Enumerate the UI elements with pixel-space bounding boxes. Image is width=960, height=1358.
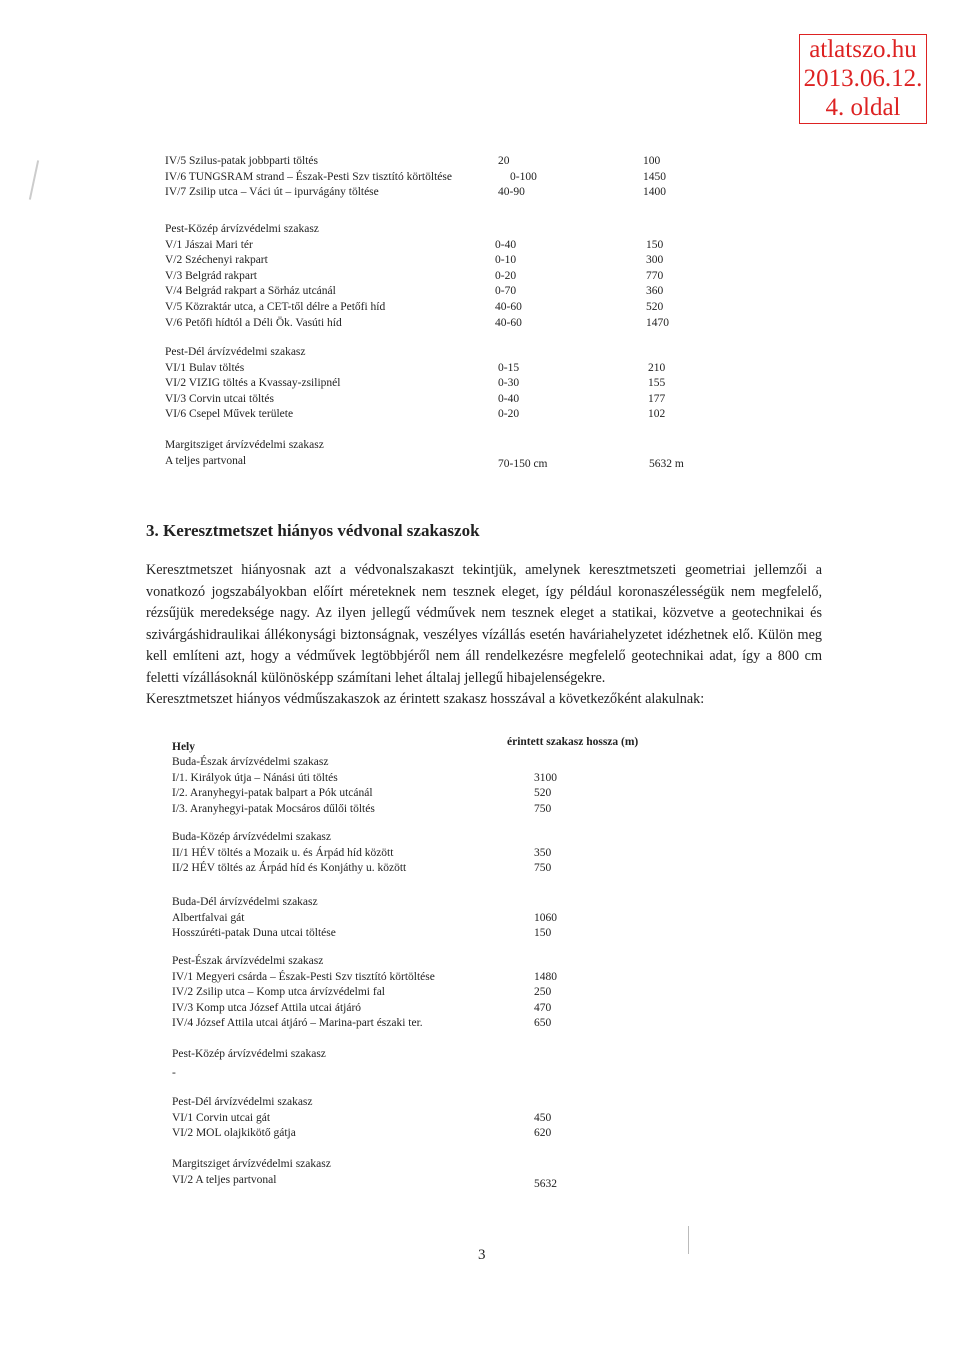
table-row (165, 170, 725, 186)
row-length: 470 (534, 1001, 552, 1014)
row-length: 250 (534, 986, 552, 999)
row-range: 0-20 (498, 408, 520, 421)
table-row (172, 985, 732, 1001)
row-length: 150 (646, 238, 664, 251)
row-length: 650 (534, 1017, 552, 1030)
table-row (165, 300, 725, 316)
table-row (172, 771, 732, 787)
row-range: 40-60 (495, 316, 522, 329)
intro-line: Keresztmetszet hiányos védműszakaszok az érintett szakasz hosszával a következőként alakulnak: (146, 691, 705, 707)
row-range: 0-100 (510, 170, 537, 183)
row-name: VI/2 VIZIG töltés a Kvassay-zsilipnél (165, 377, 341, 390)
table-row (172, 846, 732, 862)
row-name: II/1 HÉV töltés a Mozaik u. és Árpád híd között (172, 846, 394, 859)
row-name: A teljes partvonal (165, 454, 247, 467)
table-row (172, 970, 732, 986)
row-range: 0-40 (495, 238, 517, 251)
row-length: 155 (648, 377, 666, 390)
row-length: 1480 (534, 970, 557, 983)
row-length: 5632 m (649, 457, 684, 470)
table-row (165, 361, 725, 377)
table-row (165, 154, 725, 170)
row-name: II/2 HÉV töltés az Árpád híd és Konjáthy u. között (172, 862, 407, 875)
stamp-page: 4. oldal (825, 94, 901, 121)
row-length: 177 (648, 392, 666, 405)
row-name: Hosszúréti-patak Duna utcai töltése (172, 927, 336, 940)
row-name: VI/1 Bulav töltés (165, 361, 245, 374)
section-heading: Pest-Közép árvízvédelmi szakasz (165, 223, 319, 235)
row-name: IV/7 Zsilip utca – Váci út – ipurvágány töltése (165, 186, 379, 199)
row-length: 300 (646, 254, 664, 267)
row-length: 450 (534, 1111, 552, 1124)
row-name: IV/4 József Attila utcai átjáró – Marina-part északi ter. (172, 1017, 423, 1030)
group-heading: Buda-Dél árvízvédelmi szakasz (172, 896, 318, 908)
row-name: I/1. Királyok útja – Nánási úti töltés (172, 771, 338, 784)
table-row (172, 1001, 732, 1017)
table-row (165, 253, 725, 269)
row-name: VI/2 A teljes partvonal (172, 1173, 277, 1186)
section-heading: Margitsziget árvízvédelmi szakasz (165, 439, 324, 451)
source-stamp (799, 34, 927, 124)
row-range: 0-70 (495, 285, 517, 298)
group-heading: Pest-Közép árvízvédelmi szakasz (172, 1048, 326, 1060)
row-length: 350 (534, 846, 552, 859)
margitsziget-section (165, 438, 725, 469)
section-heading: Pest-Dél árvízvédelmi szakasz (165, 346, 306, 358)
section-title: 3. Keresztmetszet hiányos védvonal szakaszok (146, 521, 480, 540)
row-name: VI/1 Corvin utcai gát (172, 1111, 271, 1124)
column-header-location: Hely (172, 741, 195, 753)
row-range: 40-90 (498, 186, 525, 199)
table-row (165, 454, 725, 470)
row-name: VI/2 MOL olajkikötő gátja (172, 1127, 296, 1140)
row-range: 0-10 (495, 254, 517, 267)
table-row (172, 1111, 732, 1127)
table-row (165, 316, 725, 332)
row-length: 1470 (646, 316, 669, 329)
table-row (172, 1016, 732, 1032)
row-length: 102 (648, 408, 666, 421)
row-length: 150 (534, 927, 552, 940)
row-range: 20 (498, 155, 510, 167)
group-buda-kozep (172, 830, 732, 877)
table-row (172, 802, 732, 818)
row-name: V/3 Belgrád rakpart (165, 269, 257, 282)
page-number: 3 (478, 1247, 486, 1263)
row-name: V/4 Belgrád rakpart a Sörház utcánál (165, 285, 336, 298)
row-range: 40-60 (495, 300, 522, 313)
group-buda-del (172, 895, 732, 942)
table-row (165, 284, 725, 300)
pest-del-section (165, 345, 725, 423)
group-pest-kozep (172, 1047, 732, 1081)
group-pest-del (172, 1095, 732, 1142)
paragraph: Keresztmetszet hiányosnak azt a védvonalszakaszt tekintjük, amelynek keresztmetszeti geometriai jellemzői a vonatkozó jogszabályokban előírt méreteknek nem tesznek eleget, így például koronaszélességük nem megfelelő, rézsűjük meredeksége nagy. Az ilyen jellegű védművek nem tesznek eleget a statikai, közvetve a geotechnikai és szivárgáshidraulikai állékonysági biztonságnak, veszélyes vízállás esetén haváriahelyzetet idézhetnek elő. Külön meg kell említeni azt, hogy a védművek legtöbbjéről nem áll rendelkezésre megfelelő geotechnikai adat, így a 800 cm feletti vízállásoknál különösképp számítani lehet általaj jellegű hibajelenségekre. (146, 562, 822, 686)
row-name: IV/2 Zsilip utca – Komp utca árvízvédelmi fal (172, 986, 386, 999)
row-length: 3100 (534, 771, 557, 784)
row-name: IV/1 Megyeri csárda – Észak-Pesti Szv tisztító körtöltése (172, 970, 435, 983)
row-name: V/2 Széchenyi rakpart (165, 254, 268, 267)
table-row (172, 911, 732, 927)
table-row (172, 1173, 732, 1189)
row-name: Albertfalvai gát (172, 911, 245, 924)
row-length: 5632 (534, 1177, 557, 1190)
group-buda-eszak (172, 755, 732, 817)
row-length: 520 (646, 300, 664, 313)
group-heading: Margitsziget árvízvédelmi szakasz (172, 1158, 331, 1170)
stamp-date: 2013.06.12. (803, 65, 923, 92)
scan-mark (688, 1226, 689, 1254)
row-name: IV/3 Komp utca József Attila utcai átjáró (172, 1001, 362, 1014)
row-length: 1450 (643, 170, 666, 183)
row-length: 520 (534, 787, 552, 800)
group-heading: Buda-Közép árvízvédelmi szakasz (172, 831, 332, 843)
row-range: 0-15 (498, 361, 520, 374)
table-row (172, 1126, 732, 1142)
row-name: V/6 Petőfi hídtól a Déli Ök. Vasúti híd (165, 316, 342, 329)
row-name: V/5 Közraktár utca, a CET-től délre a Petőfi híd (165, 300, 386, 313)
row-name: IV/5 Szilus-patak jobbparti töltés (165, 155, 318, 167)
stamp-site: atlatszo.hu (809, 36, 917, 63)
row-name: I/3. Aranyhegyi-patak Mocsáros dűlői töltés (172, 802, 375, 815)
group-heading: Pest-Dél árvízvédelmi szakasz (172, 1096, 313, 1108)
row-name: VI/3 Corvin utcai töltés (165, 392, 274, 405)
pest-kozep-section (165, 222, 725, 331)
table-row (172, 861, 732, 877)
table-row (165, 185, 725, 201)
row-length: 750 (534, 802, 552, 815)
row-name: I/2. Aranyhegyi-patak balpart a Pók utcánál (172, 787, 373, 800)
row-range: 0-40 (498, 392, 520, 405)
row-range: 0-30 (498, 377, 520, 390)
table-row (172, 926, 732, 942)
row-length: 750 (534, 862, 552, 875)
row-name: IV/6 TUNGSRAM strand – Észak-Pesti Szv tisztító körtöltése (165, 170, 452, 183)
row-length: 1060 (534, 911, 557, 924)
group-heading: Buda-Észak árvízvédelmi szakasz (172, 756, 329, 768)
group-pest-eszak (172, 954, 732, 1032)
row-length: 210 (648, 361, 666, 374)
column-header-length: érintett szakasz hossza (m) (507, 736, 639, 748)
row-length: 620 (534, 1127, 552, 1140)
table-row (165, 269, 725, 285)
row-range: 0-20 (495, 269, 517, 282)
table-row (165, 238, 725, 254)
row-length: 360 (646, 285, 664, 298)
top-rows (165, 154, 725, 201)
row-length: 100 (643, 155, 661, 167)
row-name: - (172, 1066, 176, 1079)
row-name: VI/6 Csepel Művek területe (165, 408, 294, 421)
body-text (146, 560, 822, 711)
table-row (165, 376, 725, 392)
group-heading: Pest-Észak árvízvédelmi szakasz (172, 955, 324, 967)
row-length: 1400 (643, 186, 666, 199)
scan-mark (29, 160, 39, 200)
table-row (165, 392, 725, 408)
row-range: 70-150 cm (498, 457, 548, 470)
table-row (165, 407, 725, 423)
row-length: 770 (646, 269, 664, 282)
row-name: V/1 Jászai Mari tér (165, 238, 253, 251)
group-margitsziget (172, 1157, 732, 1188)
table-row (172, 1066, 732, 1082)
table-row (172, 786, 732, 802)
